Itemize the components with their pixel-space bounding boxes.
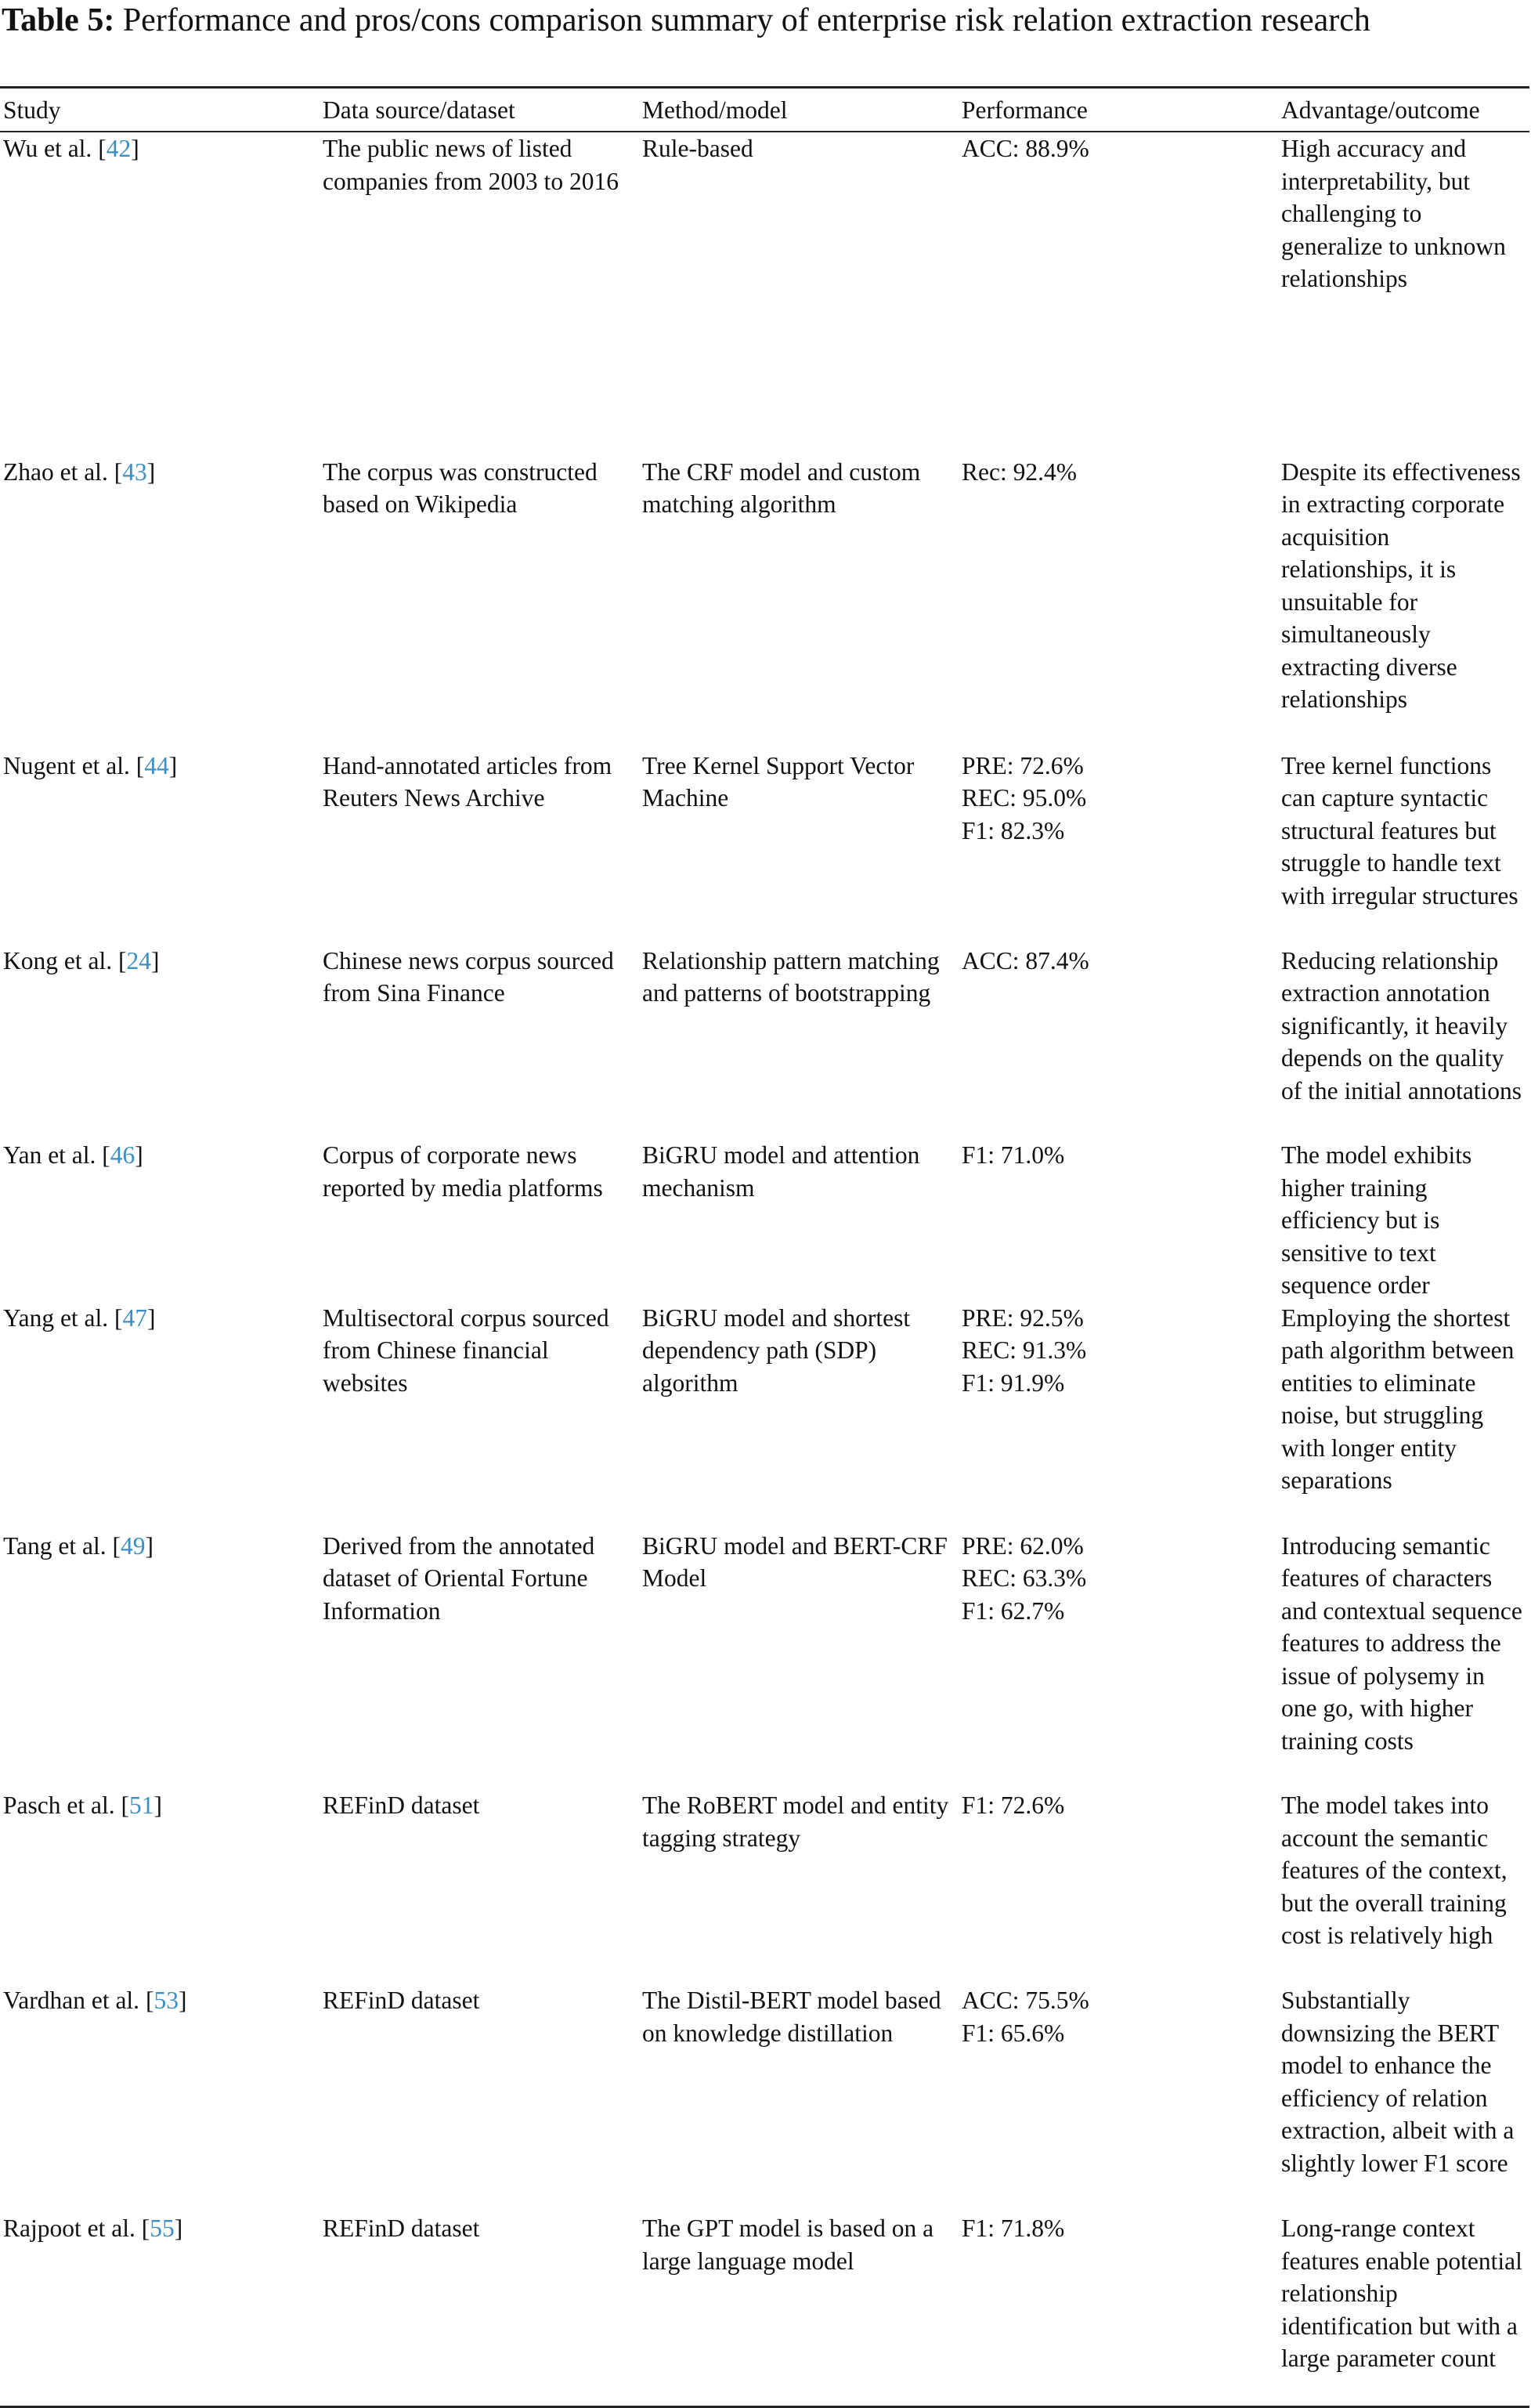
cell-method: BiGRU model and shortest dependency path (SDP) algorithm (642, 1303, 911, 1397)
cell-data-source: REFinD dataset (323, 2215, 480, 2242)
performance-metric: F1: 62.7% (962, 1596, 1065, 1625)
study-name: Zhao et al. (3, 457, 114, 486)
performance-metric: F1: 71.8% (962, 2215, 1065, 2242)
cell-data-source: The public news of listed companies from 2003 to 2016 (323, 135, 619, 195)
cell-method: Rule-based (642, 135, 753, 162)
cell-method: The RoBERT model and entity tagging strategy (642, 1792, 949, 1852)
performance-metric: F1: 72.6% (962, 1792, 1065, 1820)
cell-study (0, 1302, 320, 1530)
cell-outcome: The model takes into account the semantic features of the context, but the overall training cost is relatively high (1281, 1792, 1508, 1950)
cell-data-source: REFinD dataset (323, 1792, 480, 1820)
study-name: Nugent et al. (3, 751, 136, 779)
table-row (0, 945, 1529, 1140)
study-name: Yang et al. (3, 1303, 115, 1332)
performance-metric: F1: 71.0% (962, 1141, 1065, 1170)
cell-study (0, 1984, 320, 2212)
performance-metric: ACC: 88.9% (962, 135, 1089, 162)
cell-performance (959, 1984, 1278, 2212)
cell-study (0, 945, 320, 1140)
performance-metric: REC: 63.3% (962, 1564, 1087, 1593)
caption-text: Performance and pros/cons comparison summary of enterprise risk relation extraction research (122, 2, 1370, 38)
cell-outcome: Long-range context features enable potential relationship identification but with a large parameter count (1281, 2215, 1522, 2372)
performance-metric: ACC: 75.5% (962, 1987, 1089, 2015)
cell-performance (959, 132, 1278, 456)
cell-data-source: The corpus was constructed based on Wikipedia (323, 457, 598, 519)
citation-link[interactable]: [24] (117, 946, 160, 974)
cell-performance (959, 1530, 1278, 1789)
cell-study (0, 456, 320, 750)
cell-outcome: Despite its effectiveness in extracting corporate acquisition relationships, it is unsuitable for simultaneously extracting diverse relationships (1281, 457, 1521, 714)
citation-link[interactable]: [43] (114, 457, 156, 486)
cell-study (0, 1139, 320, 1302)
cell-outcome: The model exhibits higher training efficiency but is sensitive to text sequence order (1281, 1141, 1472, 1300)
table-row (0, 456, 1529, 750)
cell-data-source: Hand-annotated articles from Reuters News Archive (323, 751, 612, 812)
cell-data-source: Chinese news corpus sourced from Sina Finance (323, 946, 614, 1007)
cell-performance (959, 1139, 1278, 1302)
cell-performance (959, 1789, 1278, 1984)
study-name: Tang et al. (3, 1531, 113, 1560)
study-name: Yan et al. (3, 1141, 103, 1170)
performance-metric: Rec: 92.4% (962, 457, 1077, 486)
table-row (0, 1302, 1529, 1530)
study-name: Vardhan et al. (3, 1987, 146, 2015)
cell-method: Tree Kernel Support Vector Machine (642, 751, 915, 812)
table-row (0, 132, 1529, 456)
citation-link[interactable]: [46] (102, 1141, 143, 1170)
cell-outcome: Reducing relationship extraction annotation significantly, it heavily depends on the quality of the initial annotations (1281, 946, 1522, 1105)
column-header-outcome: Advantage/outcome (1281, 96, 1480, 125)
performance-metric: ACC: 87.4% (962, 946, 1089, 974)
performance-metric: F1: 65.6% (962, 2019, 1065, 2047)
performance-metric: PRE: 72.6% (962, 751, 1084, 779)
cell-outcome: Employing the shortest path algorithm between entities to eliminate noise, but struggling with longer entity separations (1281, 1303, 1515, 1495)
citation-link[interactable]: [49] (112, 1531, 153, 1560)
study-name: Wu et al. (3, 135, 99, 162)
table-caption (2, 0, 1527, 41)
cell-data-source: Derived from the annotated dataset of Oriental Fortune Information (323, 1531, 595, 1625)
cell-performance (959, 456, 1278, 750)
cell-study (0, 2212, 320, 2407)
table-row (0, 1530, 1529, 1789)
performance-metric: PRE: 62.0% (962, 1531, 1084, 1560)
cell-performance (959, 750, 1278, 945)
table-header (0, 88, 1529, 132)
table-label: Table 5: (2, 2, 115, 38)
table-row (0, 1984, 1529, 2212)
cell-data-source: Corpus of corporate news reported by media platforms (323, 1141, 603, 1202)
cell-data-source: REFinD dataset (323, 1987, 480, 2015)
cell-method: Relationship pattern matching and patterns of bootstrapping (642, 946, 940, 1007)
cell-method: The GPT model is based on a large language model (642, 2215, 934, 2275)
cell-method: The Distil-BERT model based on knowledge distillation (642, 1987, 941, 2047)
cell-study (0, 750, 320, 945)
column-header-study: Study (3, 96, 61, 125)
cell-study (0, 132, 320, 456)
cell-method: BiGRU model and BERT-CRF Model (642, 1531, 948, 1593)
cell-data-source: Multisectoral corpus sourced from Chinese financial websites (323, 1303, 609, 1397)
citation-link[interactable]: [51] (121, 1792, 162, 1820)
table-body (0, 132, 1529, 2407)
cell-outcome: Introducing semantic features of characters and contextual sequence features to address the issue of polysemy in one go, with higher training costs (1281, 1531, 1522, 1755)
citation-link[interactable]: [53] (145, 1987, 187, 2015)
cell-method: The CRF model and custom matching algorithm (642, 457, 921, 519)
citation-link[interactable]: [44] (135, 751, 178, 779)
performance-metric: F1: 82.3% (962, 816, 1065, 844)
cell-study (0, 1530, 320, 1789)
column-header-method: Method/model (642, 96, 788, 125)
cell-study (0, 1789, 320, 1984)
table-row (0, 1789, 1529, 1984)
performance-metric: PRE: 92.5% (962, 1303, 1084, 1332)
column-header-data-source: Data source/dataset (323, 96, 515, 125)
cell-performance (959, 1302, 1278, 1530)
study-name: Kong et al. (3, 946, 118, 974)
performance-metric: REC: 91.3% (962, 1336, 1087, 1365)
cell-performance (959, 945, 1278, 1140)
cell-outcome: High accuracy and interpretability, but challenging to generalize to unknown relationships (1281, 135, 1506, 292)
cell-method: BiGRU model and attention mechanism (642, 1141, 920, 1202)
cell-outcome: Tree kernel functions can capture syntactic structural features but struggle to handle text with irregular structures (1281, 751, 1518, 909)
study-name: Rajpoot et al. (3, 2215, 142, 2242)
table-row (0, 1139, 1529, 1302)
citation-link[interactable]: [47] (114, 1303, 156, 1332)
header-row (0, 88, 1529, 132)
table-row (0, 750, 1529, 945)
cell-outcome: Substantially downsizing the BERT model to enhance the efficiency of relation extraction, albeit with a slightly lower F1 score (1281, 1987, 1515, 2177)
cell-performance (959, 2212, 1278, 2407)
column-header-performance: Performance (962, 96, 1088, 125)
citation-link[interactable]: [55] (141, 2215, 183, 2242)
study-name: Pasch et al. (3, 1792, 121, 1820)
table-row (0, 2212, 1529, 2407)
citation-link[interactable]: [42] (98, 135, 139, 162)
performance-metric: REC: 95.0% (962, 784, 1087, 812)
comparison-table (0, 86, 1529, 2408)
performance-metric: F1: 91.9% (962, 1369, 1065, 1397)
